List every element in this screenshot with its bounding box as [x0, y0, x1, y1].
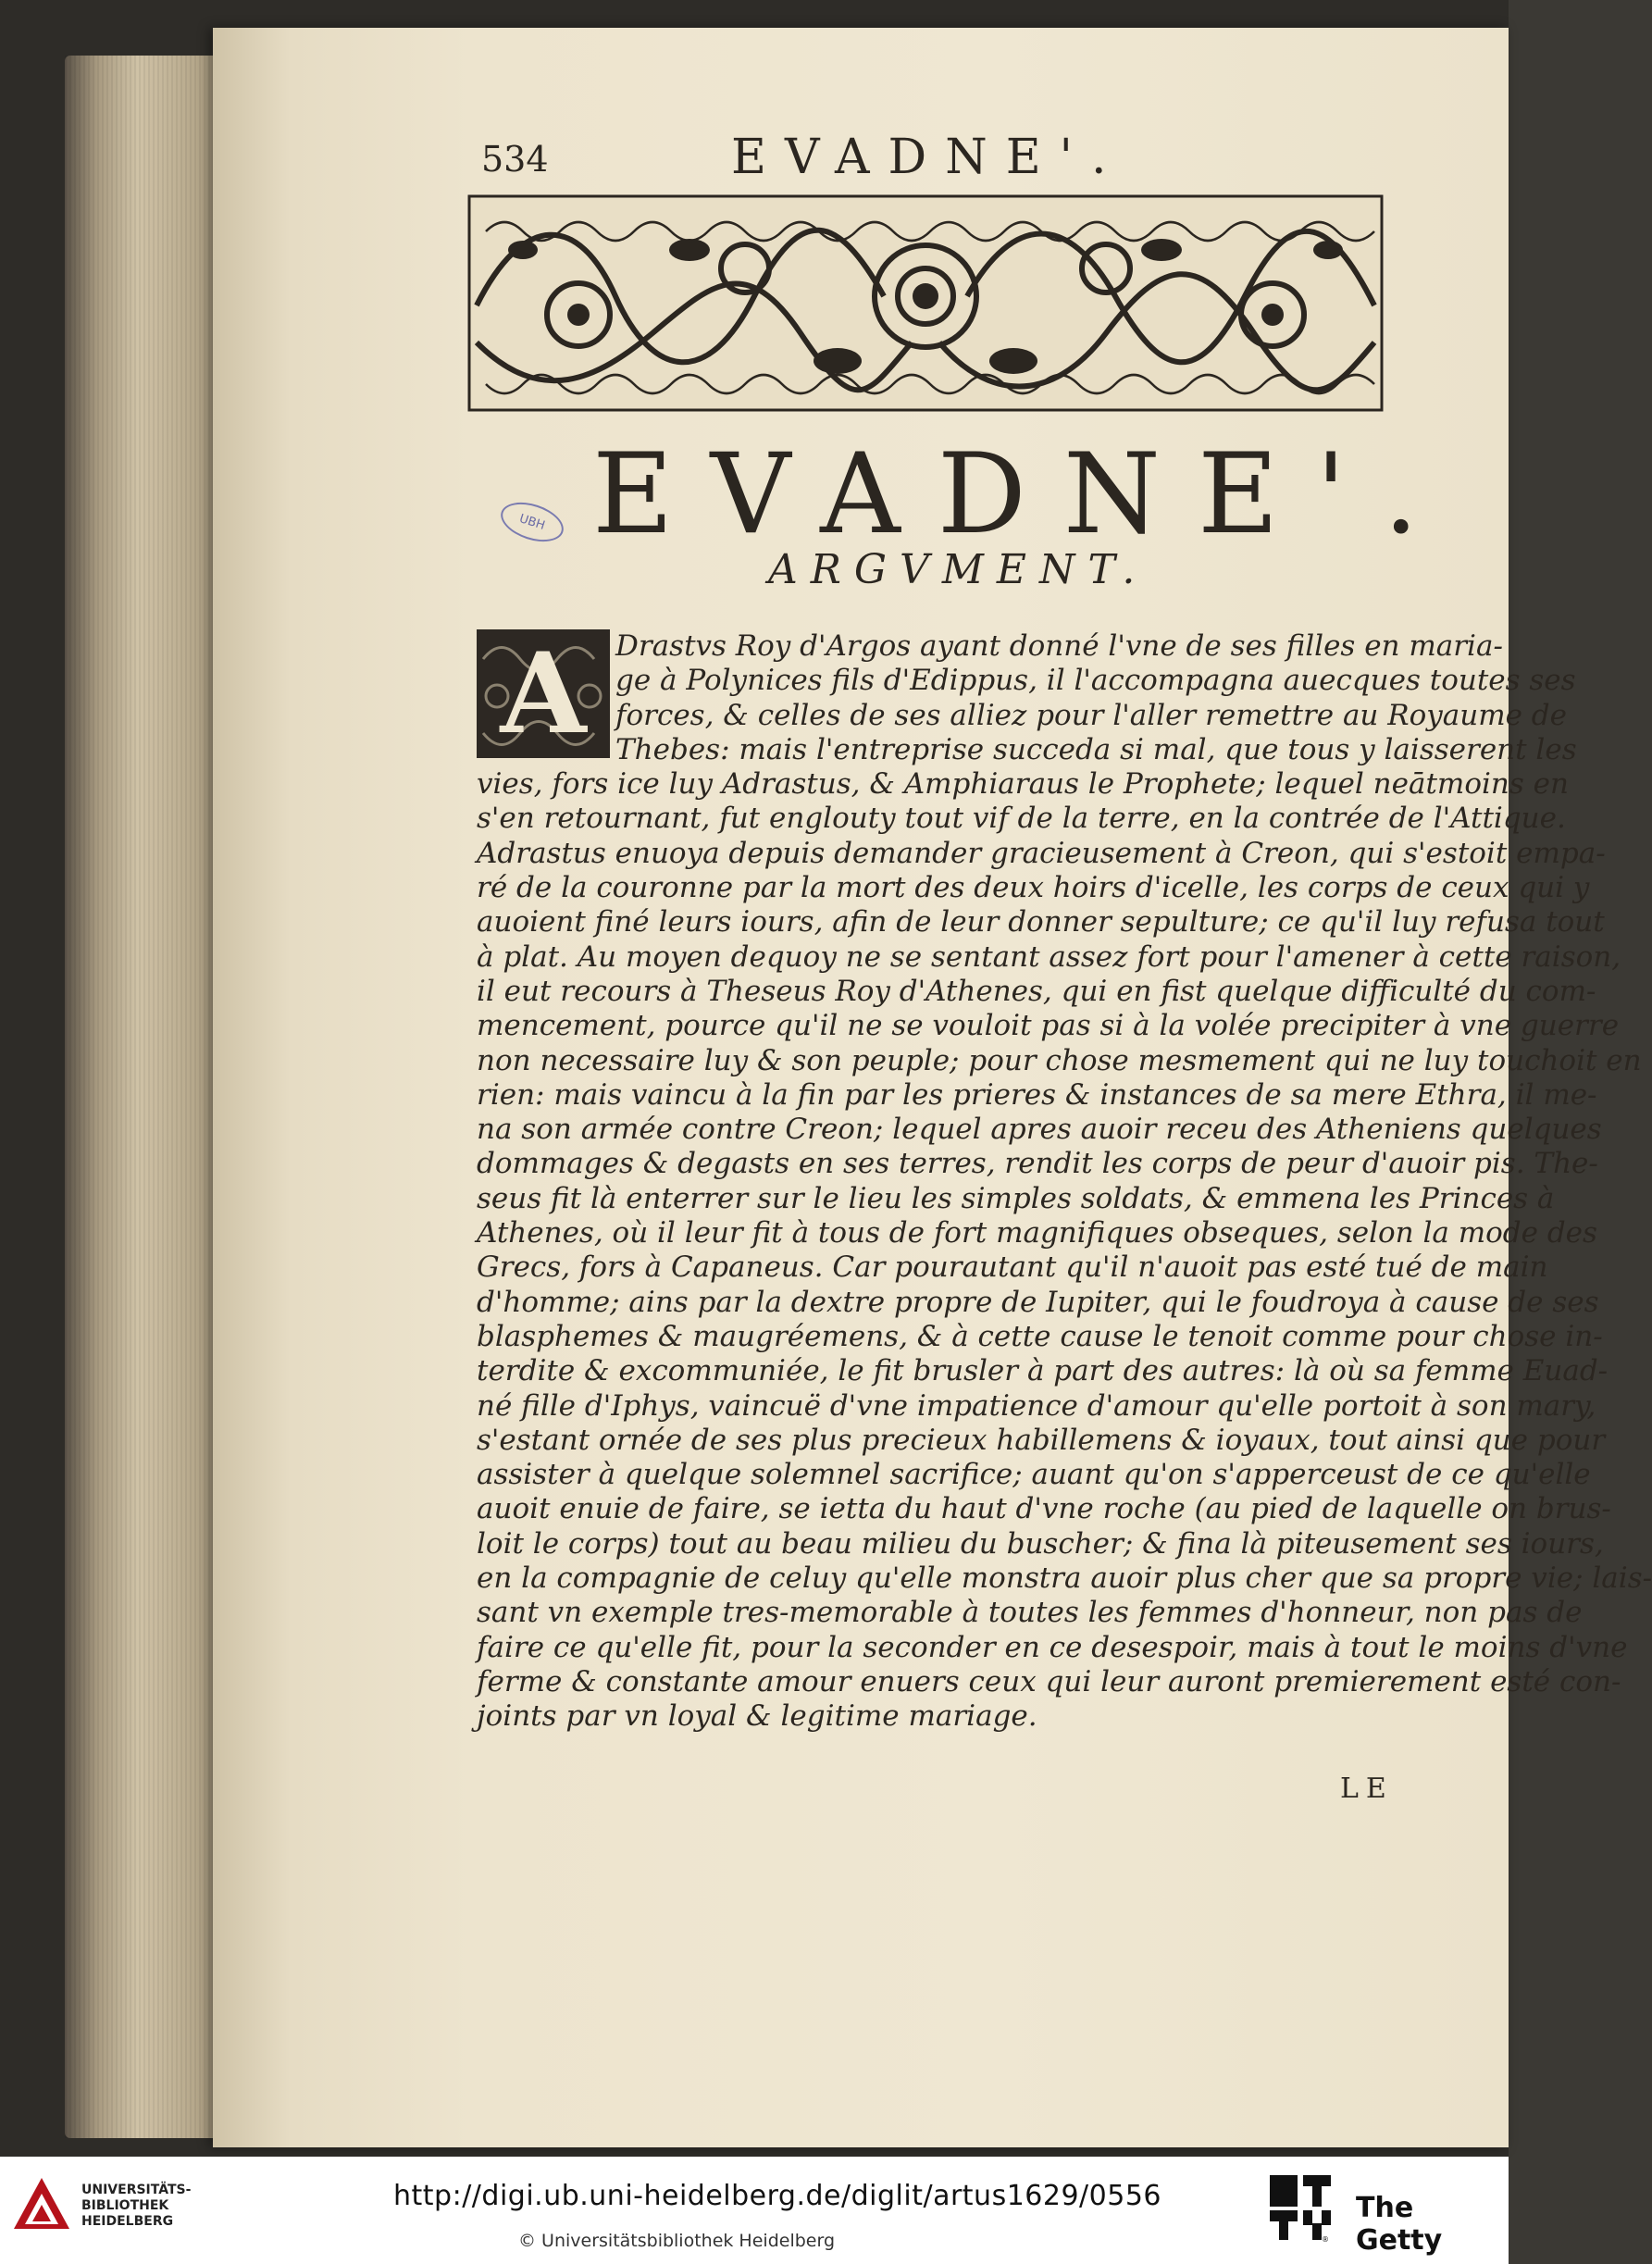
text-line: loit le corps) tout au beau milieu du buscher; & fina là piteusement ses iours, [477, 1526, 1604, 1561]
text-line: à plat. Au moyen dequoy ne se sentant assez fort pour l'amener à cette raison, [477, 939, 1621, 974]
text-line: seus fit là enterrer sur le lieu les simples soldats, & emmena les Princes à [477, 1181, 1555, 1215]
getty-logo-icon [1268, 2173, 1333, 2243]
text-line: auoient finé leurs iours, afin de leur donner sepulture; ce qu'il luy refusa tout [477, 905, 1605, 939]
text-line: ge à Polynices fils d'Edippus, il l'accompagna auecques toutes ses [615, 664, 1576, 698]
text-line: auoit enuie de faire, se ietta du haut d'vne roche (au pied de laquelle on brus- [477, 1492, 1611, 1526]
library-stamp: UBH [496, 495, 568, 549]
text-line: non necessaire luy & son peuple; pour chose mesmement qui ne luy touchoit en [477, 1043, 1642, 1077]
text-line: Drastvs Roy d'Argos ayant donné l'vne de ses filles en maria- [615, 629, 1503, 663]
ornament-scrollwork-icon [467, 194, 1384, 412]
decorated-initial [477, 629, 610, 758]
text-line: rien: mais vaincu à la fin par les prieres & instances de sa mere Ethra, il me- [477, 1077, 1597, 1112]
text-line: dommages & degasts en ses terres, rendit les corps de peur d'auoir pis. The- [477, 1147, 1598, 1181]
text-line: né fille d'Iphys, vaincuë d'vne impatience d'amour qu'elle portoit à son mary, [477, 1388, 1596, 1423]
library-name-line: BIBLIOTHEK [81, 2198, 169, 2213]
text-line: forces, & celles de ses alliez pour l'aller remettre au Royaume de [615, 698, 1567, 732]
university-library-logo-icon [9, 2173, 74, 2238]
text-line: d'homme; ains par la dextre propre de Iupiter, qui le foudroya à cause de ses [477, 1285, 1599, 1319]
text-line: s'en retournant, fut englouty tout vif de la terre, en la contrée de l'Attique. [477, 802, 1566, 836]
copyright-notice: © Universitätsbibliothek Heidelberg [518, 2231, 836, 2251]
text-line: terdite & excommuniée, le fit brusler à part des autres: là où sa femme Euad- [477, 1354, 1609, 1388]
text-line: Thebes: mais l'entreprise succeda si mal, que tous y laisserent les [615, 732, 1577, 766]
page-number: 534 [481, 139, 549, 180]
getty-registered-mark: ® [1322, 2235, 1329, 2244]
getty-name: The Getty [1356, 2192, 1443, 2257]
library-name-line: HEIDELBERG [81, 2214, 174, 2229]
text-line: assister à quelque solemnel sacrifice; auant qu'on s'apperceust de ce qu'elle [477, 1458, 1591, 1492]
chapter-title: EVADNE'. [592, 430, 1456, 559]
text-line: joints par vn loyal & legitime mariage. [477, 1699, 1037, 1734]
running-head: EVADNE'. [731, 130, 1125, 185]
permalink-url[interactable]: http://digi.ub.uni-heidelberg.de/diglit/artus1629/0556 [393, 2180, 1161, 2212]
text-line: faire ce qu'elle fit, pour la seconder en ce desespoir, mais à tout le moins d'vne [477, 1630, 1628, 1664]
text-line: Adrastus enuoya depuis demander gracieusement à Creon, qui s'estoit empa- [477, 836, 1606, 870]
book-page-edges [65, 56, 227, 2138]
initial-letter: A [500, 628, 587, 759]
text-line: na son armée contre Creon; lequel apres auoir receu des Atheniens quelques [477, 1113, 1602, 1147]
text-line: s'estant ornée de ses plus precieux habillemens & ioyaux, tout ainsi que pour [477, 1423, 1606, 1457]
text-line: en la compagnie de celuy qu'elle monstra auoir plus cher que sa propre vie; lais- [477, 1561, 1652, 1596]
text-line: vies, fors ice luy Adrastus, & Amphiaraus le Prophete; lequel neātmoins en [477, 767, 1569, 802]
viewer-footer [0, 2157, 1509, 2264]
text-line: Athenes, où il leur fit à tous de fort magnifiques obseques, selon la mode des [477, 1216, 1597, 1250]
catchword: LE [1340, 1773, 1394, 1805]
text-line: ré de la couronne par la mort des deux hoirs d'icelle, les corps de ceux qui y [477, 871, 1590, 905]
text-line: il eut recours à Theseus Roy d'Athenes, qui en fist quelque difficulté du com- [477, 974, 1596, 1008]
text-line: ferme & constante amour enuers ceux qui leur auront premierement esté con- [477, 1664, 1621, 1698]
argument-body-text [477, 629, 1652, 1735]
text-line: mencement, pource qu'il ne se vouloit pas si à la volée precipiter à vne guerre [477, 1009, 1620, 1043]
library-name-line: UNIVERSITÄTS- [81, 2183, 192, 2197]
text-line: Grecs, fors à Capaneus. Car pourautant qu'il n'auoit pas esté tué de main [477, 1250, 1548, 1285]
library-name [81, 2183, 191, 2230]
decorative-headpiece-ornament [467, 194, 1384, 412]
argument-heading: ARGVMENT. [768, 546, 1149, 593]
text-line: sant vn exemple tres-memorable à toutes les femmes d'honneur, non pas de [477, 1596, 1583, 1630]
text-line: blasphemes & maugréemens, & à cette cause le tenoit comme pour chose in- [477, 1319, 1603, 1353]
